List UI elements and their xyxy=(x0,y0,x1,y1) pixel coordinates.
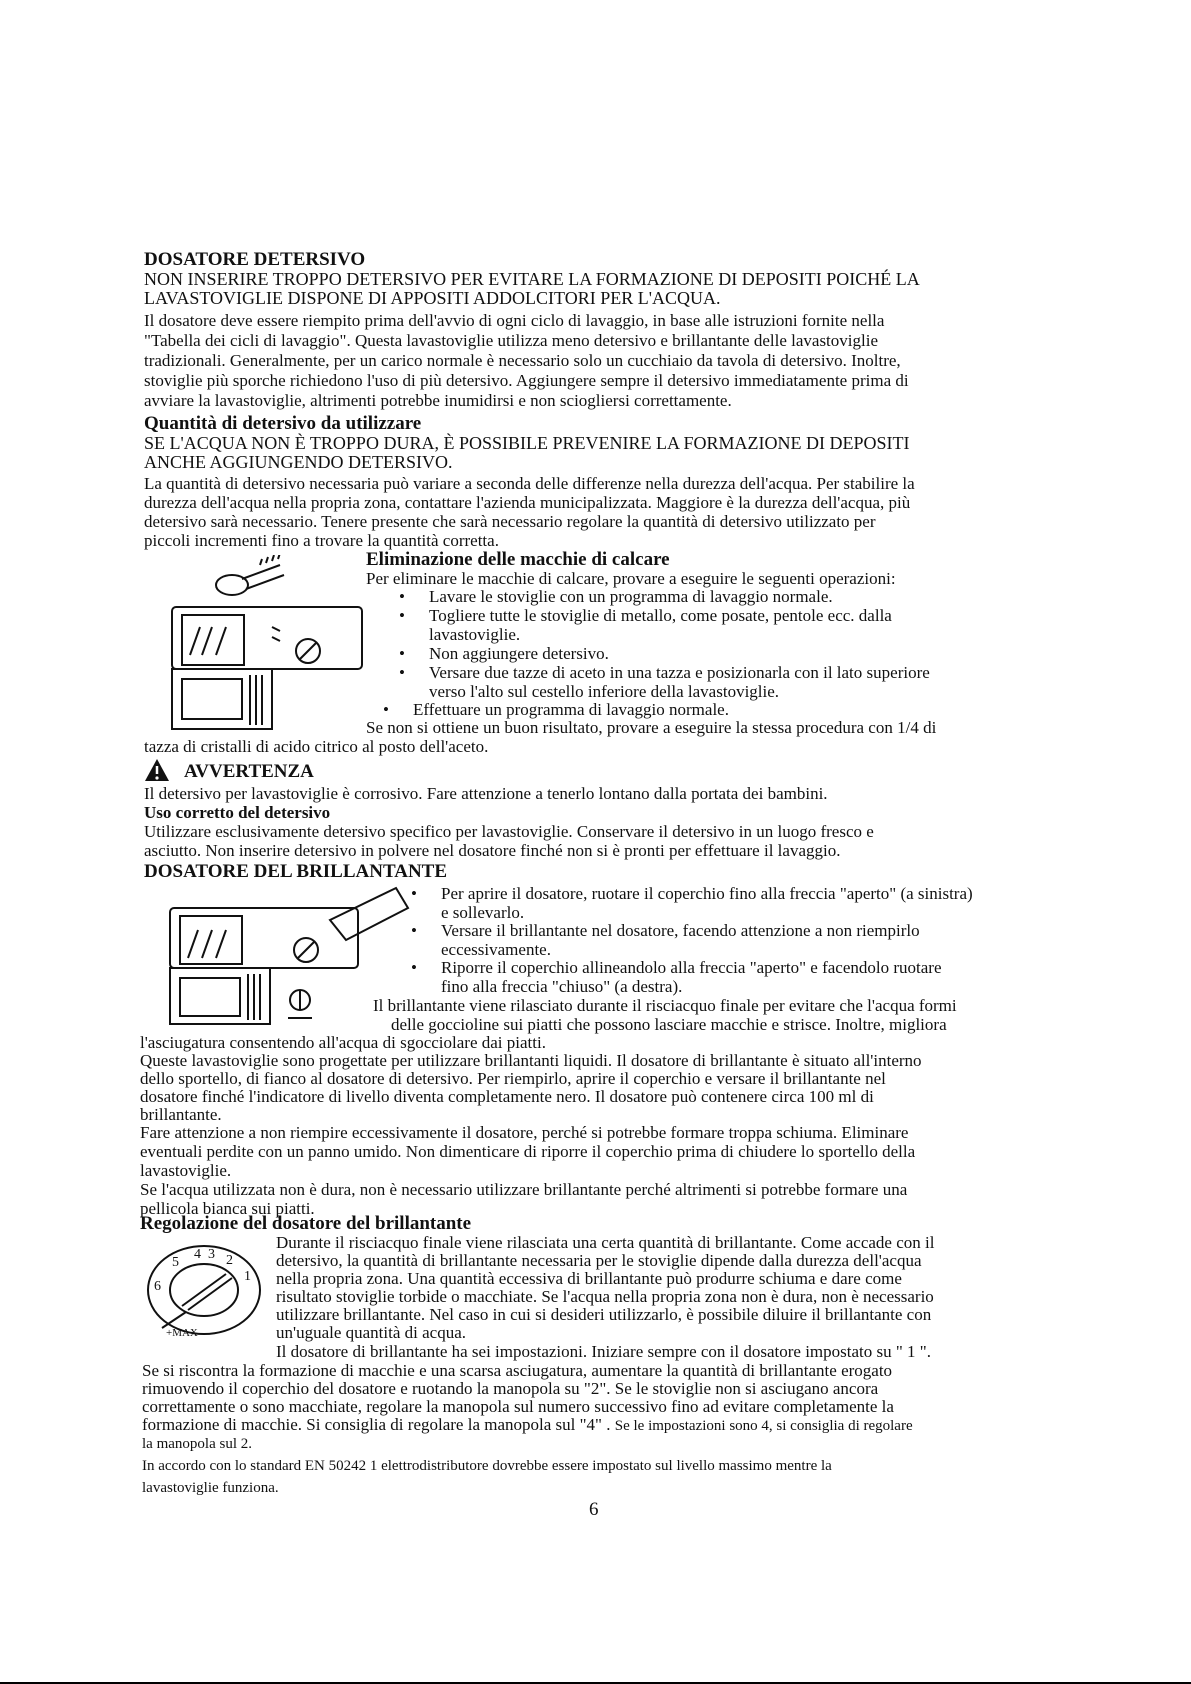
detergent-dispenser-illustration xyxy=(160,555,370,733)
dial-label: 5 xyxy=(172,1255,179,1270)
bullet-item: • Lavare le stoviglie con un programma di lavaggio normale. xyxy=(429,587,833,606)
body-line: Il dosatore di brillantante ha sei impostazioni. Iniziare sempre con il dosatore impostato su " 1 ". xyxy=(276,1342,931,1361)
bullet-item: • Per aprire il dosatore, ruotare il coperchio fino alla freccia "aperto" (a sinistra) xyxy=(441,884,973,903)
bullet-continuation: e sollevarlo. xyxy=(441,903,525,922)
bullet-item: • Versare il brillantante nel dosatore, facendo attenzione a non riempirlo xyxy=(441,921,920,940)
body-line: avviare la lavastoviglie, altrimenti potrebbe inumidirsi e non sciogliersi correttamente. xyxy=(144,391,732,410)
bullet-continuation: lavastoviglie. xyxy=(429,625,521,644)
dial-label: 4 xyxy=(194,1247,201,1262)
body-line: Il dosatore deve essere riempito prima dell'avvio di ogni ciclo di lavaggio, in base alle istruzioni fornite nella xyxy=(144,311,885,330)
bullet-continuation: fino alla freccia "chiuso" (a destra). xyxy=(441,977,683,996)
body-line: "Tabella dei cicli di lavaggio". Questa lavastoviglie utilizza meno detersivo e brillantante delle lavastoviglie xyxy=(144,331,878,350)
bullet-item: • Riporre il coperchio allineandolo alla freccia "aperto" e facendolo ruotare xyxy=(441,958,942,977)
body-line: La quantità di detersivo necessaria può variare a seconda delle differenze nella durezza dell'acqua. Per stabilire la xyxy=(144,474,915,493)
body-line: asciutto. Non inserire detersivo in polvere nel dosatore finché non si è pronti per effettuare il lavaggio. xyxy=(144,841,841,860)
body-line: utilizzare brillantante. Nel caso in cui si desideri utilizzarlo, è possibile diluire il brillantante con xyxy=(276,1305,932,1324)
body-line: dello sportello, di fianco al dosatore di detersivo. Per riempirlo, aprire il coperchio e versare il brillantante nel xyxy=(140,1069,886,1088)
caps-warning-line: LAVASTOVIGLIE DISPONE DI APPOSITI ADDOLCITORI PER L'ACQUA. xyxy=(144,288,721,308)
section-title-eliminazione: Eliminazione delle macchie di calcare xyxy=(366,549,670,570)
dial-label: 6 xyxy=(154,1279,161,1294)
body-line: stoviglie più sporche richiedono l'uso di più detersivo. Aggiungere sempre il detersivo immediatamente prima di xyxy=(144,371,909,390)
body-line: l'asciugatura consentendo all'acqua di sgocciolare dai piatti. xyxy=(140,1033,546,1052)
caps-warning-line: SE L'ACQUA NON È TROPPO DURA, È POSSIBILE PREVENIRE LA FORMAZIONE DI DEPOSITI xyxy=(144,433,910,453)
small-line: lavastoviglie funziona. xyxy=(142,1480,279,1496)
body-line: detersivo, la quantità di brillantante necessaria per le stoviglie dipende dalla durezza dell'acqua xyxy=(276,1251,922,1270)
section-title-uso-corretto: Uso corretto del detersivo xyxy=(144,803,331,822)
body-line: dosatore finché l'indicatore di livello diventa completamente nero. Il dosatore può contenere circa 100 ml di xyxy=(140,1087,874,1106)
body-line: durezza dell'acqua nella propria zona, contattare l'azienda municipalizzata. Maggiore è la durezza dell'acqua, più xyxy=(144,493,911,512)
small-text: Se le impostazioni sono 4, si consiglia di regolare xyxy=(614,1418,913,1434)
body-line: Per eliminare le macchie di calcare, provare a eseguire le seguenti operazioni: xyxy=(366,569,896,588)
section-title-brillantante: DOSATORE DEL BRILLANTANTE xyxy=(144,861,448,882)
body-line: risultato stoviglie torbide o macchiate. Se l'acqua nella propria zona non è dura, non è necessario xyxy=(276,1287,934,1306)
body-line-mixed xyxy=(142,1415,913,1436)
body-line: tazza di cristalli di acido citrico al posto dell'aceto. xyxy=(144,737,489,756)
body-line: Se si riscontra la formazione di macchie e una scarsa asciugatura, aumentare la quantità di brillantante erogato xyxy=(142,1361,893,1380)
body-line: tradizionali. Generalmente, per un carico normale è necessario solo un cucchiaio da tavola di detersivo. Inoltre, xyxy=(144,351,901,370)
dial-label: 2 xyxy=(226,1253,233,1268)
warning-triangle-icon xyxy=(144,758,170,782)
page-number: 6 xyxy=(589,1499,599,1520)
bullet-item: • Togliere tutte le stoviglie di metallo, come posate, pentole ecc. dalla xyxy=(429,606,892,625)
bullet-item: • Effettuare un programma di lavaggio normale. xyxy=(413,700,729,719)
body-line: eventuali perdite con un panno umido. Non dimenticare di riporre il coperchio prima di chiudere lo sportello della xyxy=(140,1142,916,1161)
body-line: nella propria zona. Una quantità eccessiva di brillantante può produrre schiuma e dare come xyxy=(276,1269,902,1288)
body-line: delle goccioline sui piatti che possono lasciare macchie e strisce. Inoltre, migliora xyxy=(391,1015,947,1034)
body-line: Utilizzare esclusivamente detersivo specifico per lavastoviglie. Conservare il detersivo in un luogo fresco e xyxy=(144,822,874,841)
body-line: Durante il risciacquo finale viene rilasciata una certa quantità di brillantante. Come accade con il xyxy=(276,1233,935,1252)
section-title-quantita: Quantità di detersivo da utilizzare xyxy=(144,413,422,434)
dial-label: 3 xyxy=(208,1247,215,1262)
body-line: detersivo sarà necessario. Tenere presente che sarà necessario regolare la quantità di detersivo utilizzato per xyxy=(144,512,876,531)
body-line: pellicola bianca sui piatti. xyxy=(140,1199,315,1218)
body-line: Se non si ottiene un buon risultato, provare a eseguire la stessa procedura con 1/4 di xyxy=(366,718,937,737)
body-line: piccoli incrementi fino a trovare la quantità corretta. xyxy=(144,531,499,550)
rinse-aid-dial-illustration xyxy=(142,1240,266,1340)
body-line: lavastoviglie. xyxy=(140,1161,232,1180)
body-text: formazione di macchie. Si consiglia di regolare la manopola sul "4" . xyxy=(142,1415,615,1434)
caps-warning-line: ANCHE AGGIUNGENDO DETERSIVO. xyxy=(144,452,453,472)
bullet-item: • Versare due tazze di aceto in una tazza e posizionarla con il lato superiore xyxy=(429,663,930,682)
small-line: In accordo con lo standard EN 50242 1 elettrodistributore dovrebbe essere impostato sul livello massimo mentre la xyxy=(142,1458,832,1474)
dial-max-label: +MAX xyxy=(166,1327,198,1339)
body-line: brillantante. xyxy=(140,1105,222,1124)
body-line: rimuovendo il coperchio del dosatore e ruotando la manopola su "2". Se le stoviglie non si asciugano ancora xyxy=(142,1379,879,1398)
bullet-continuation: eccessivamente. xyxy=(441,940,551,959)
body-line: un'uguale quantità di acqua. xyxy=(276,1323,466,1342)
bullet-item: • Non aggiungere detersivo. xyxy=(429,644,609,663)
section-title-dosatore-detersivo: DOSATORE DETERSIVO xyxy=(144,249,366,270)
caps-warning-line: NON INSERIRE TROPPO DETERSIVO PER EVITARE LA FORMAZIONE DI DEPOSITI POICHÉ LA xyxy=(144,269,920,289)
body-line: Il brillantante viene rilasciato durante il risciacquo finale per evitare che l'acqua formi xyxy=(373,996,957,1015)
small-line: la manopola sul 2. xyxy=(142,1436,252,1452)
body-line: Fare attenzione a non riempire eccessivamente il dosatore, perché si potrebbe formare troppa schiuma. Eliminare xyxy=(140,1123,909,1142)
section-title-regolazione: Regolazione del dosatore del brillantante xyxy=(140,1213,472,1234)
body-line: correttamente o sono macchiate, regolare la manopola sul numero successivo fino ad evitare completamente la xyxy=(142,1397,894,1416)
warning-title: AVVERTENZA xyxy=(184,761,314,782)
body-line: Se l'acqua utilizzata non è dura, non è necessario utilizzare brillantante perché altrimenti si potrebbe formare una xyxy=(140,1180,908,1199)
warning-text: Il detersivo per lavastoviglie è corrosivo. Fare attenzione a tenerlo lontano dalla portata dei bambini. xyxy=(144,784,828,803)
dial-label: 1 xyxy=(244,1269,251,1284)
body-line: Queste lavastoviglie sono progettate per utilizzare brillantanti liquidi. Il dosatore di brillantante è situato all'interno xyxy=(140,1051,922,1070)
bullet-continuation: verso l'alto sul cestello inferiore della lavastoviglie. xyxy=(429,682,780,701)
